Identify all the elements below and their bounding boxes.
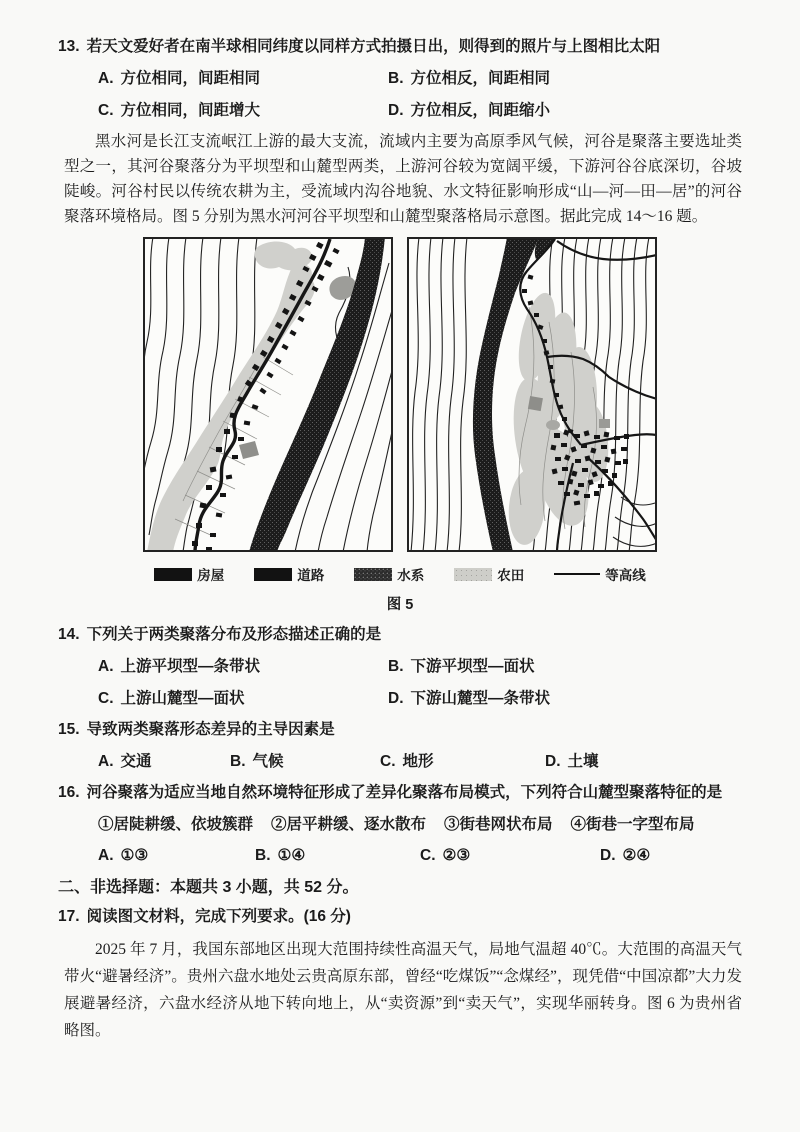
water-swatch <box>354 568 392 581</box>
legend-item-farmland: 农田 <box>454 564 524 584</box>
q16-item-1: ①居陡耕缓、依坡簇群 <box>98 816 254 833</box>
passage-guizhou: 2025 年 7 月，我国东部地区出现大范围持续性高温天气，局地气温超 40℃。大范围的高温天气带火“避暑经济”。贵州六盘水地处云贵高原东部，曾经“吃煤饭”“念煤经”，现凭借“中国凉都”大力发展避暑经济，六盘水经济从地下转向地上，从“卖资源”到“卖天气”，实现华丽转身。图 6 为贵州省略图。 <box>64 941 742 1039</box>
question-13-options <box>98 66 742 123</box>
q15-option-a: A. 交通 <box>98 753 152 770</box>
farmland-swatch <box>454 568 492 581</box>
q16-item-4: ④街巷一字型布局 <box>570 816 695 833</box>
question-13-number: 13. <box>58 38 80 55</box>
figure5-right-map-shanlu-settlement <box>407 237 657 552</box>
q16-option-b: B. ①④ <box>255 847 306 864</box>
section2-heading: 二、非选择题：本题共 3 小题，共 52 分。 <box>58 879 359 896</box>
q13-option-b: B. 方位相反，间距相同 <box>388 70 551 87</box>
legend-item-water: 水系 <box>354 564 424 584</box>
q16-item-2: ②居平耕缓、逐水散布 <box>271 816 427 833</box>
question-14-options <box>98 654 742 711</box>
question-17-stem: 17. 阅读图文材料，完成下列要求。(16 分) <box>58 908 351 925</box>
question-15-options <box>98 749 742 774</box>
q16-option-a: A. ①③ <box>98 847 149 864</box>
figure5-caption: 图 5 <box>386 597 414 613</box>
question-16-numbered-items <box>98 812 742 837</box>
figure5 <box>58 237 742 552</box>
q15-option-c: C. 地形 <box>380 753 434 770</box>
q16-option-c: C. ②③ <box>420 847 471 864</box>
q15-option-b: B. 气候 <box>230 753 284 770</box>
question-16-stem: 16. 河谷聚落为适应当地自然环境特征形成了差异化聚落布局模式，下列符合山麓型聚落特征的是 <box>58 784 723 801</box>
q14-option-b: B. 下游平坝型—面状 <box>388 658 535 675</box>
question-13-stem: 13. 若天文爱好者在南半球相同纬度以同样方式拍摄日出，则得到的照片与上图相比太阳 <box>58 38 661 55</box>
question-15-stem: 15. 导致两类聚落形态差异的主导因素是 <box>58 721 335 738</box>
houses-swatch <box>154 568 192 581</box>
q16-option-d: D. ②④ <box>600 847 651 864</box>
q14-option-d: D. 下游山麓型—条带状 <box>388 690 551 707</box>
question-16-options <box>98 843 742 868</box>
q14-option-c: C. 上游山麓型—面状 <box>98 690 245 707</box>
question-14-stem: 14. 下列关于两类聚落分布及形态描述正确的是 <box>58 626 382 643</box>
figure5-left-map-pingba-settlement <box>143 237 393 552</box>
q13-option-a: A. 方位相同，间距相同 <box>98 70 261 87</box>
passage-heishui-river: 黑水河是长江支流岷江上游的最大支流，流域内主要为高原季风气候，河谷是聚落主要选址类型之一，其河谷聚落分为平坝型和山麓型两类，上游河谷较为宽阔平缓，下游河谷谷底深切，谷坡陡峻。河谷村民以传统农耕为主，受流域内沟谷地貌、水文特征影响形成“山—河—田—居”的河谷聚落环境格局。图 5 分别为黑水河河谷平坝型和山麓型聚落格局示意图。据此完成 14～16 题。 <box>64 133 742 225</box>
legend-item-houses: 房屋 <box>154 564 224 584</box>
contour-swatch <box>554 573 600 575</box>
figure5-legend <box>58 564 742 584</box>
q13-option-c: C. 方位相同，间距增大 <box>98 102 261 119</box>
roads-swatch <box>254 568 292 581</box>
q15-option-d: D. 土壤 <box>545 753 599 770</box>
q14-option-a: A. 上游平坝型—条带状 <box>98 658 261 675</box>
legend-item-contour: 等高线 <box>554 564 646 584</box>
legend-item-roads: 道路 <box>254 564 324 584</box>
q16-item-3: ③街巷网状布局 <box>444 816 553 833</box>
q13-option-d: D. 方位相反，间距缩小 <box>388 102 551 119</box>
